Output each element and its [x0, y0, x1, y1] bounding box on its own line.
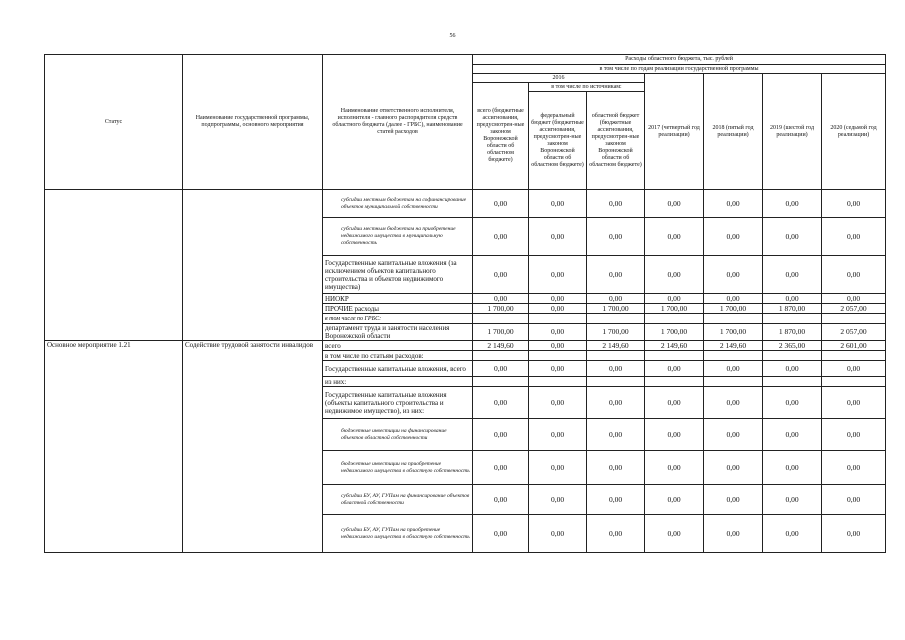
value-cell [704, 377, 763, 387]
value-cell: 2 601,00 [822, 341, 886, 351]
budget-table [44, 54, 886, 553]
value-cell: 2 149,60 [473, 341, 529, 351]
value-cell: 0,00 [587, 419, 645, 451]
value-cell: 0,00 [529, 304, 587, 314]
value-cell: 0,00 [822, 361, 886, 377]
value-cell: 0,00 [822, 485, 886, 515]
value-cell: 0,00 [704, 451, 763, 485]
value-cell: 0,00 [704, 387, 763, 419]
status-cell-continued [45, 190, 183, 341]
value-cell: 0,00 [645, 419, 704, 451]
header-federal: федеральный бюджет (бюджетные ассигнования, предусмотрен-ные законом Воронежской области об областном бюджете) [529, 92, 587, 190]
row-label: департамент труда и занятости населения Воронежской области [323, 324, 473, 341]
value-cell: 0,00 [473, 451, 529, 485]
row-label: из них: [323, 377, 473, 387]
header-regional: областной бюджет (бюджетные ассигнования, предусмотрен-ные законом Воронежской области об областном бюджете) [587, 92, 645, 190]
value-cell: 0,00 [645, 361, 704, 377]
value-cell: 0,00 [645, 190, 704, 218]
header-2018: 2018 (пятый год реализации) [704, 74, 763, 190]
value-cell: 0,00 [587, 256, 645, 294]
row-label: субсидии БУ, АУ, ГУПам на приобретение недвижимого имущества в областную собственность [323, 515, 473, 553]
value-cell: 0,00 [822, 419, 886, 451]
header-2019: 2019 (шестой год реализации) [763, 74, 822, 190]
value-cell [704, 351, 763, 361]
header-program-name: Наименование государственной программы, подпрограммы, основного мероприятия [183, 55, 323, 190]
value-cell [529, 314, 587, 324]
value-cell: 0,00 [763, 419, 822, 451]
row-label: Государственные капитальные вложения (за исключением объектов капитального строительства и объектов недвижимого имущества) [323, 256, 473, 294]
value-cell: 1 870,00 [763, 324, 822, 341]
value-cell: 0,00 [587, 515, 645, 553]
value-cell: 2 149,60 [645, 341, 704, 351]
value-cell [763, 377, 822, 387]
value-cell: 0,00 [473, 387, 529, 419]
value-cell: 0,00 [473, 419, 529, 451]
value-cell [529, 351, 587, 361]
value-cell: 0,00 [529, 451, 587, 485]
value-cell: 0,00 [645, 387, 704, 419]
value-cell: 1 700,00 [587, 304, 645, 314]
value-cell [587, 377, 645, 387]
value-cell [822, 314, 886, 324]
header-total: всего (бюджетные ассигнования, предусмотрен-ные законом Воронежской области об областном бюджете) [473, 83, 529, 190]
value-cell: 0,00 [763, 190, 822, 218]
value-cell: 2 057,00 [822, 324, 886, 341]
value-cell: 0,00 [704, 419, 763, 451]
value-cell: 0,00 [529, 294, 587, 304]
header-year-2016: 2016 [473, 74, 645, 83]
table-row [45, 190, 886, 218]
value-cell: 0,00 [473, 485, 529, 515]
value-cell: 0,00 [645, 294, 704, 304]
row-label: Государственные капитальные вложения (объекты капитального строительства и недвижимое имущество), из них: [323, 387, 473, 419]
value-cell: 0,00 [704, 190, 763, 218]
header-2017: 2017 (четвертый год реализации) [645, 74, 704, 190]
row-label: бюджетные инвестиции на финансирование объектов областной собственности [323, 419, 473, 451]
header-expenses-title: Расходы областного бюджета, тыс. рублей [473, 55, 886, 65]
value-cell [473, 314, 529, 324]
measure-name: Содействие трудовой занятости инвалидов [183, 341, 323, 553]
value-cell: 0,00 [645, 218, 704, 256]
value-cell: 1 700,00 [704, 304, 763, 314]
value-cell: 0,00 [529, 324, 587, 341]
value-cell: 0,00 [529, 361, 587, 377]
row-label: Государственные капитальные вложения, всего [323, 361, 473, 377]
value-cell: 0,00 [763, 218, 822, 256]
value-cell: 0,00 [645, 515, 704, 553]
row-label: всего [323, 341, 473, 351]
value-cell: 0,00 [822, 515, 886, 553]
value-cell: 1 700,00 [587, 324, 645, 341]
header-by-years: в том числе по годам реализации государственной программы [473, 65, 886, 74]
value-cell: 0,00 [822, 294, 886, 304]
value-cell: 0,00 [587, 190, 645, 218]
value-cell: 0,00 [704, 485, 763, 515]
value-cell: 0,00 [529, 256, 587, 294]
value-cell: 0,00 [645, 451, 704, 485]
value-cell: 0,00 [704, 218, 763, 256]
value-cell [822, 351, 886, 361]
header-2020: 2020 (седьмой год реализации) [822, 74, 886, 190]
value-cell: 0,00 [529, 190, 587, 218]
value-cell: 0,00 [473, 361, 529, 377]
value-cell: 0,00 [763, 294, 822, 304]
value-cell: 0,00 [763, 485, 822, 515]
value-cell: 0,00 [822, 218, 886, 256]
value-cell [645, 351, 704, 361]
value-cell: 0,00 [763, 515, 822, 553]
value-cell: 0,00 [763, 361, 822, 377]
value-cell: 0,00 [587, 218, 645, 256]
value-cell: 0,00 [587, 361, 645, 377]
value-cell: 0,00 [822, 451, 886, 485]
value-cell: 2 365,00 [763, 341, 822, 351]
value-cell: 0,00 [587, 294, 645, 304]
value-cell: 2 149,60 [704, 341, 763, 351]
value-cell [645, 314, 704, 324]
value-cell: 0,00 [529, 218, 587, 256]
program-cell-continued [183, 190, 323, 341]
row-label: ПРОЧИЕ расходы [323, 304, 473, 314]
value-cell [473, 351, 529, 361]
row-label: субсидии местным бюджетам на софинансирование объектов муниципальной собственности [323, 190, 473, 218]
value-cell: 2 149,60 [587, 341, 645, 351]
value-cell: 0,00 [587, 451, 645, 485]
value-cell: 0,00 [704, 361, 763, 377]
table-row [45, 341, 886, 351]
value-cell: 0,00 [763, 256, 822, 294]
value-cell [587, 314, 645, 324]
value-cell [529, 377, 587, 387]
value-cell: 0,00 [529, 341, 587, 351]
value-cell [645, 377, 704, 387]
row-label: в том числе по статьям расходов: [323, 351, 473, 361]
value-cell [763, 314, 822, 324]
value-cell [763, 351, 822, 361]
value-cell [822, 377, 886, 387]
value-cell: 1 700,00 [645, 304, 704, 314]
value-cell: 1 700,00 [473, 304, 529, 314]
value-cell: 2 057,00 [822, 304, 886, 314]
value-cell: 1 700,00 [645, 324, 704, 341]
value-cell: 0,00 [529, 485, 587, 515]
value-cell: 0,00 [473, 294, 529, 304]
row-label: субсидии местным бюджетам на приобретение недвижимого имущества в муниципальную собственность [323, 218, 473, 256]
value-cell: 0,00 [473, 515, 529, 553]
value-cell: 0,00 [529, 387, 587, 419]
value-cell: 0,00 [587, 485, 645, 515]
row-label: в том числе по ГРБС: [323, 314, 473, 324]
value-cell: 0,00 [704, 515, 763, 553]
value-cell: 0,00 [529, 419, 587, 451]
row-label: субсидии БУ, АУ, ГУПам на финансирование объектов областной собственности [323, 485, 473, 515]
value-cell: 0,00 [763, 451, 822, 485]
value-cell: 0,00 [704, 256, 763, 294]
value-cell: 0,00 [645, 256, 704, 294]
header-status: Статус [45, 55, 183, 190]
value-cell: 0,00 [473, 256, 529, 294]
page-number: 56 [449, 33, 456, 39]
value-cell: 0,00 [645, 485, 704, 515]
measure-status: Основное мероприятие 1.21 [45, 341, 183, 553]
value-cell [587, 351, 645, 361]
value-cell: 0,00 [822, 387, 886, 419]
value-cell: 0,00 [822, 256, 886, 294]
value-cell: 0,00 [587, 387, 645, 419]
value-cell: 0,00 [473, 190, 529, 218]
value-cell: 0,00 [704, 294, 763, 304]
value-cell: 1 870,00 [763, 304, 822, 314]
value-cell: 1 700,00 [473, 324, 529, 341]
value-cell: 0,00 [822, 190, 886, 218]
value-cell [704, 314, 763, 324]
value-cell: 0,00 [763, 387, 822, 419]
value-cell: 1 700,00 [704, 324, 763, 341]
header-incl-sources: в том числе по источникам: [529, 83, 645, 92]
row-label: НИОКР [323, 294, 473, 304]
value-cell: 0,00 [473, 218, 529, 256]
value-cell: 0,00 [529, 515, 587, 553]
header-executor: Наименование ответственного исполнителя, исполнителя - главного распорядителя средств областного бюджета (далее - ГРБС), наименование статей расходов [323, 55, 473, 190]
row-label: бюджетные инвестиции на приобретение недвижимого имущества в областную собственность [323, 451, 473, 485]
value-cell [473, 377, 529, 387]
